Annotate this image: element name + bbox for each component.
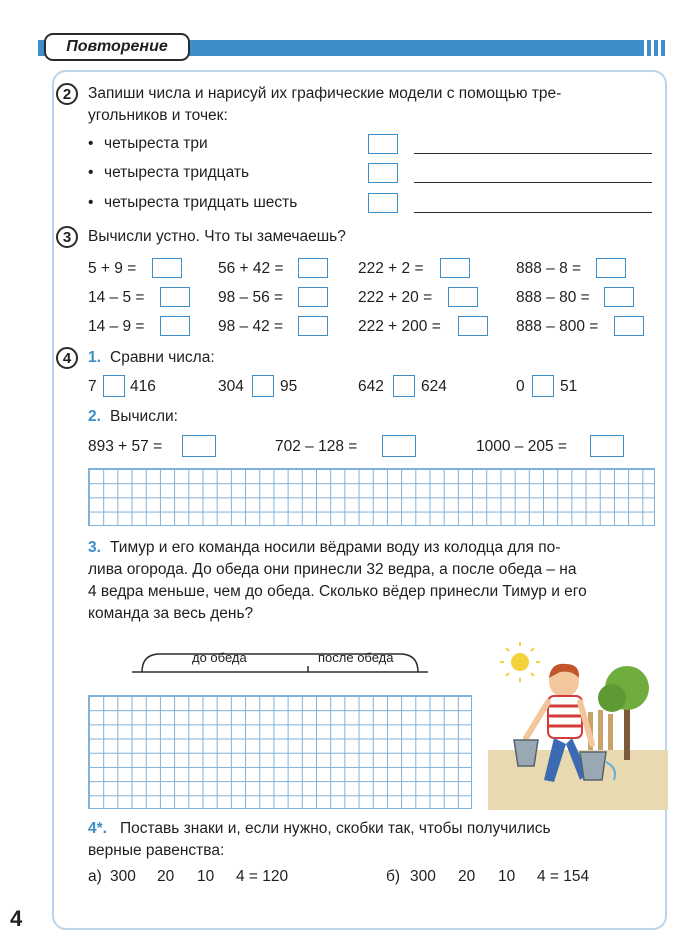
- expression: 893 + 57 =: [88, 438, 163, 455]
- part-2-number: 2.: [88, 408, 101, 425]
- part-3-number: 3.: [88, 539, 101, 556]
- compare-left: 7: [88, 378, 97, 395]
- answer-box[interactable]: [440, 258, 470, 278]
- answer-line[interactable]: [414, 212, 652, 213]
- page-number: 4: [10, 906, 23, 931]
- expression: 56 + 42 =: [218, 260, 284, 277]
- task-2-item-2: четыреста тридцать: [104, 164, 250, 181]
- task-2-item-3: четыреста тридцать шесть: [104, 194, 298, 211]
- expression: 14 – 9 =: [88, 318, 145, 335]
- part-3-line2: лива огорода. До обеда они принесли 32 ведра, а после обеда – на: [88, 561, 577, 578]
- expression: 222 + 200 =: [358, 318, 441, 335]
- section-title: Повторение: [44, 33, 190, 61]
- equation-b-term: 300: [410, 868, 436, 885]
- grid-workspace[interactable]: [88, 468, 655, 526]
- answer-box[interactable]: [160, 287, 190, 307]
- part-1-number: 1.: [88, 349, 101, 366]
- diagram-label-after-lunch: после обеда: [318, 650, 394, 665]
- diagram-label-before-lunch: до обеда: [192, 650, 247, 665]
- equation-a-result: 4 = 120: [236, 868, 289, 885]
- part-3-line3: 4 ведра меньше, чем до обеда. Сколько вёдер принесли Тимур и его: [88, 583, 587, 600]
- answer-box[interactable]: [590, 435, 624, 457]
- part-4-line2: верные равенства:: [88, 842, 225, 859]
- compare-right: 51: [560, 378, 578, 395]
- compare-box[interactable]: [393, 375, 415, 397]
- answer-box[interactable]: [382, 435, 416, 457]
- boy-with-buckets-illustration: [488, 640, 668, 810]
- answer-box[interactable]: [298, 316, 328, 336]
- part-2-text: Вычисли:: [110, 408, 178, 425]
- compare-box[interactable]: [532, 375, 554, 397]
- task-2-text-line1: Запиши числа и нарисуй их графические модели с помощью тре-: [88, 85, 562, 102]
- expression: 888 – 8 =: [516, 260, 582, 277]
- equation-b-term: 20: [458, 868, 476, 885]
- compare-left: 304: [218, 378, 244, 395]
- equation-a-term: 20: [157, 868, 175, 885]
- part-3-line4: команда за весь день?: [88, 605, 254, 622]
- part-4-line1: Поставь знаки и, если нужно, скобки так, чтобы получились: [120, 820, 551, 837]
- part-1-text: Сравни числа:: [110, 349, 215, 366]
- answer-box[interactable]: [368, 134, 398, 154]
- expression: 98 – 42 =: [218, 318, 284, 335]
- answer-line[interactable]: [414, 182, 652, 183]
- answer-box[interactable]: [448, 287, 478, 307]
- answer-box[interactable]: [614, 316, 644, 336]
- equation-b-result: 4 = 154: [537, 868, 590, 885]
- answer-box[interactable]: [298, 287, 328, 307]
- expression: 888 – 80 =: [516, 289, 590, 306]
- expression: 702 – 128 =: [275, 438, 358, 455]
- answer-box[interactable]: [604, 287, 634, 307]
- compare-box[interactable]: [103, 375, 125, 397]
- compare-right: 95: [280, 378, 298, 395]
- expression: 222 + 2 =: [358, 260, 424, 277]
- equation-a-term: 10: [197, 868, 215, 885]
- equation-a-term: 300: [110, 868, 136, 885]
- answer-box[interactable]: [160, 316, 190, 336]
- task-3-number: 3: [56, 226, 78, 248]
- answer-box[interactable]: [596, 258, 626, 278]
- compare-right: 416: [130, 378, 156, 395]
- answer-box[interactable]: [458, 316, 488, 336]
- bullet: •: [88, 194, 94, 211]
- expression: 1000 – 205 =: [476, 438, 567, 455]
- answer-box[interactable]: [182, 435, 216, 457]
- answer-box[interactable]: [298, 258, 328, 278]
- expression: 14 – 5 =: [88, 289, 145, 306]
- task-4-number: 4: [56, 347, 78, 369]
- answer-box[interactable]: [152, 258, 182, 278]
- equation-a-label: а): [88, 868, 102, 885]
- equation-b-term: 10: [498, 868, 516, 885]
- compare-right: 624: [421, 378, 447, 395]
- part-3-line1: Тимур и его команда носили вёдрами воду из колодца для по-: [110, 539, 561, 556]
- task-2-text-line2: угольников и точек:: [88, 107, 228, 124]
- header-stripes: [640, 40, 670, 56]
- equation-b-label: б): [386, 868, 401, 885]
- compare-left: 642: [358, 378, 384, 395]
- compare-left: 0: [516, 378, 525, 395]
- task-3-text: Вычисли устно. Что ты замечаешь?: [88, 228, 346, 245]
- expression: 222 + 20 =: [358, 289, 433, 306]
- grid-workspace[interactable]: [88, 695, 472, 809]
- answer-line[interactable]: [414, 153, 652, 154]
- compare-box[interactable]: [252, 375, 274, 397]
- task-2-number: 2: [56, 83, 78, 105]
- bullet: •: [88, 164, 94, 181]
- part-4-number: 4*.: [88, 820, 107, 837]
- answer-box[interactable]: [368, 193, 398, 213]
- task-2-item-1: четыреста три: [104, 135, 208, 152]
- expression: 888 – 800 =: [516, 318, 599, 335]
- expression: 5 + 9 =: [88, 260, 137, 277]
- bullet: •: [88, 135, 94, 152]
- answer-box[interactable]: [368, 163, 398, 183]
- expression: 98 – 56 =: [218, 289, 284, 306]
